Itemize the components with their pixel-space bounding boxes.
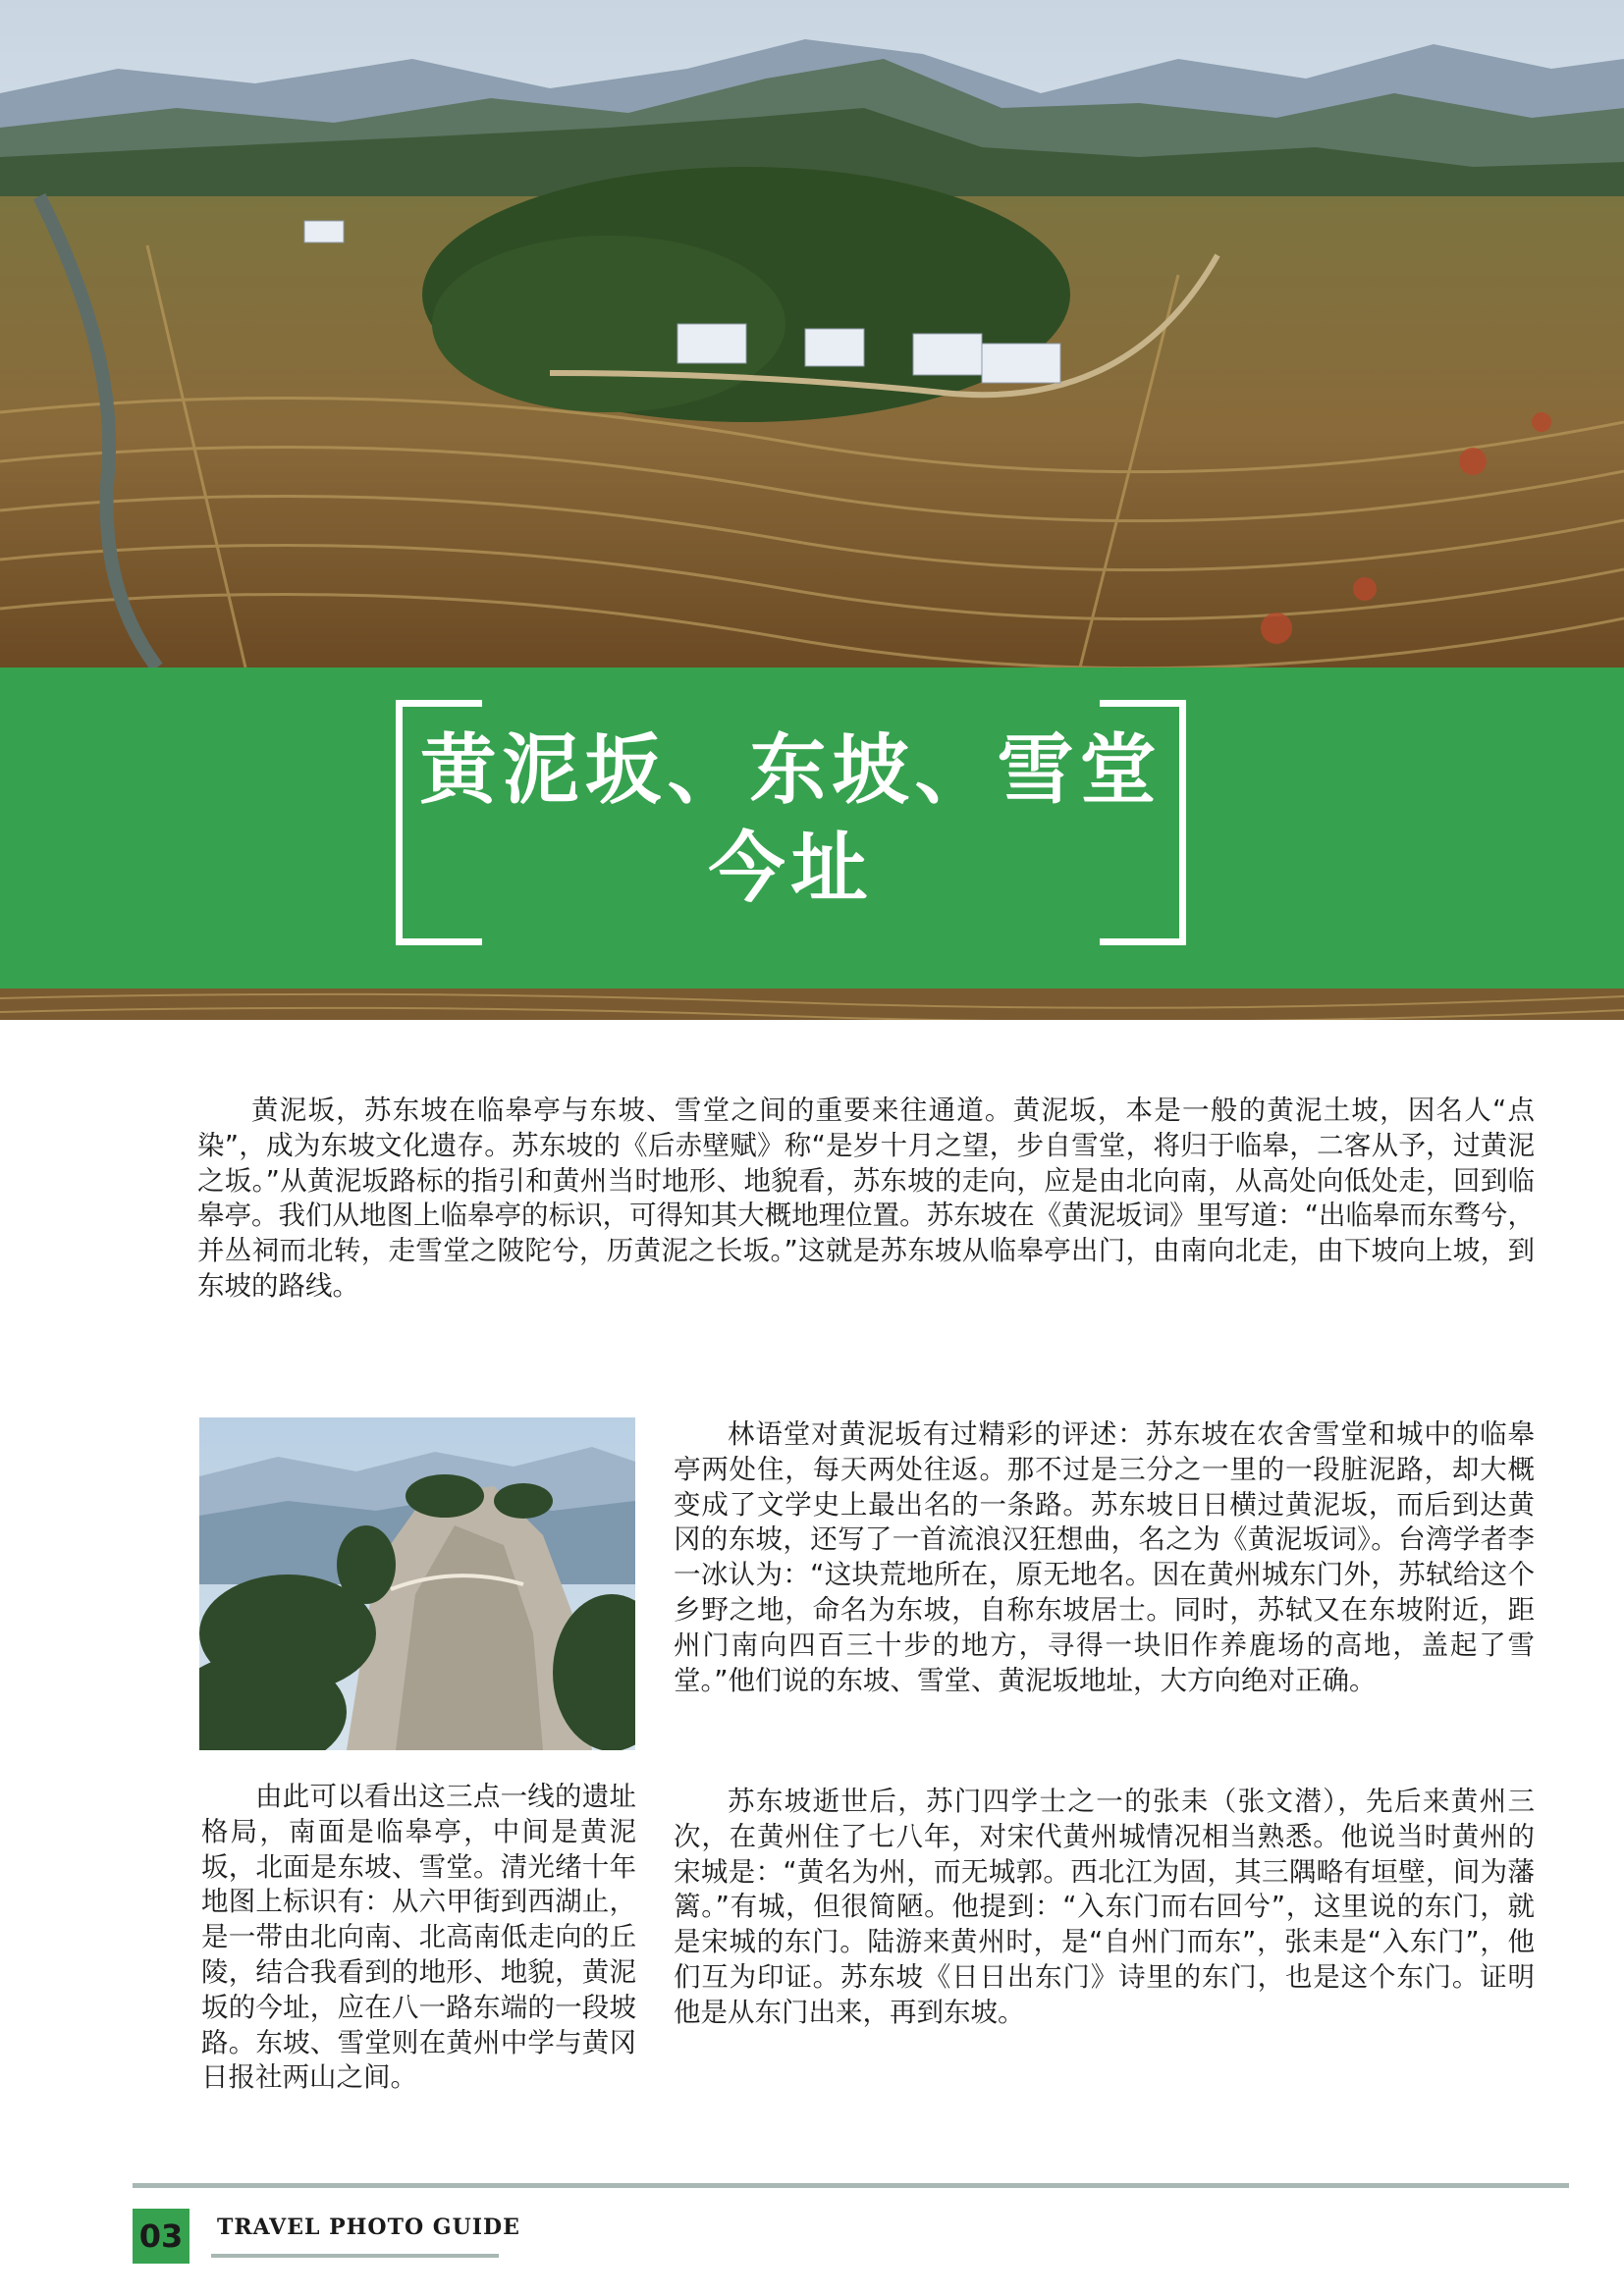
page-title-line2: 今址 (708, 825, 874, 913)
page-title (396, 721, 1186, 918)
intro-paragraph: 黄泥坂，苏东坡在临皋亭与东坡、雪堂之间的重要来往通道。黄泥坂，本是一般的黄泥土坡，因名人“点染”，成为东坡文化遗存。苏东坡的《后赤壁赋》称“是岁十月之望，步自雪堂，将归于临皋，二客从予，过黄泥之坂。”从黄泥坂路标的指引和黄州当时地形、地貌看，苏东坡的走向，应是由北向南，从高处向低处走，回到临皋亭。我们从地图上临皋亭的标识，可得知其大概地理位置。苏东坡在《黄泥坂词》里写道：“出临皋而东骛兮，并丛祠而北转，走雪堂之陂陀兮，历黄泥之长坂。”这就是苏东坡从临皋亭出门，由南向北走，由下坡向上坡，到东坡的路线。 (197, 1095, 1535, 1302)
field-strip-illustration (0, 988, 1624, 1020)
inset-photo (199, 1417, 635, 1750)
zhang-lei-paragraph: 苏东坡逝世后，苏门四学士之一的张耒（张文潜），先后来黄州三次，在黄州住了七八年，对宋代黄州城情况相当熟悉。他说当时黄州的宋城是：“黄名为州，而无城郭。西北江为固，其三隅略有垣壁，间为藩篱。”有城，但很简陋。他提到：“入东门而右回兮”，这里说的东门，就是宋城的东门。陆游来黄州时，是“自州门而东”，张耒是“入东门”，他们互为印证。苏东坡《日日出东门》诗里的东门，也是这个东门。证明他是从东门出来，再到东坡。 (674, 1786, 1535, 2028)
rocky-peak-illustration (199, 1417, 635, 1750)
terraced-valley-illustration (0, 0, 1624, 667)
conclusion-paragraph: 由此可以看出这三点一线的遗址格局，南面是临皋亭，中间是黄泥坂，北面是东坡、雪堂。清光绪十年地图上标识有：从六甲街到西湖止，是一带由北向南、北高南低走向的丘陵，结合我看到的地形、地貌，黄泥坂的今址，应在八一路东端的一段坡路。东坡、雪堂则在黄州中学与黄冈日报社两山之间。 (201, 1781, 636, 2094)
page-title-line1: 黄泥坂、东坡、雪堂 (419, 726, 1163, 815)
footer-label: TRAVEL PHOTO GUIDE (217, 2215, 520, 2240)
hero-photo (0, 0, 1624, 667)
footer-divider (133, 2183, 1569, 2188)
footer-underline (211, 2254, 499, 2258)
hero-photo-strip (0, 988, 1624, 1020)
page-number: 03 (133, 2209, 189, 2264)
lin-yutang-paragraph: 林语堂对黄泥坂有过精彩的评述：苏东坡在农舍雪堂和城中的临皋亭两处住，每天两处往返。那不过是三分之一里的一段脏泥路，却大概变成了文学史上最出名的一条路。苏东坡日日横过黄泥坂，而后到达黄冈的东坡，还写了一首流浪汉狂想曲，名之为《黄泥坂词》。台湾学者李一冰认为：“这块荒地所在，原无地名。因在黄州城东门外，苏轼给这个乡野之地，命名为东坡，自称东坡居士。同时，苏轼又在东坡附近，距州门南向四百三十步的地方，寻得一块旧作养鹿场的高地，盖起了雪堂。”他们说的东坡、雪堂、黄泥坂地址，大方向绝对正确。 (674, 1418, 1535, 1696)
